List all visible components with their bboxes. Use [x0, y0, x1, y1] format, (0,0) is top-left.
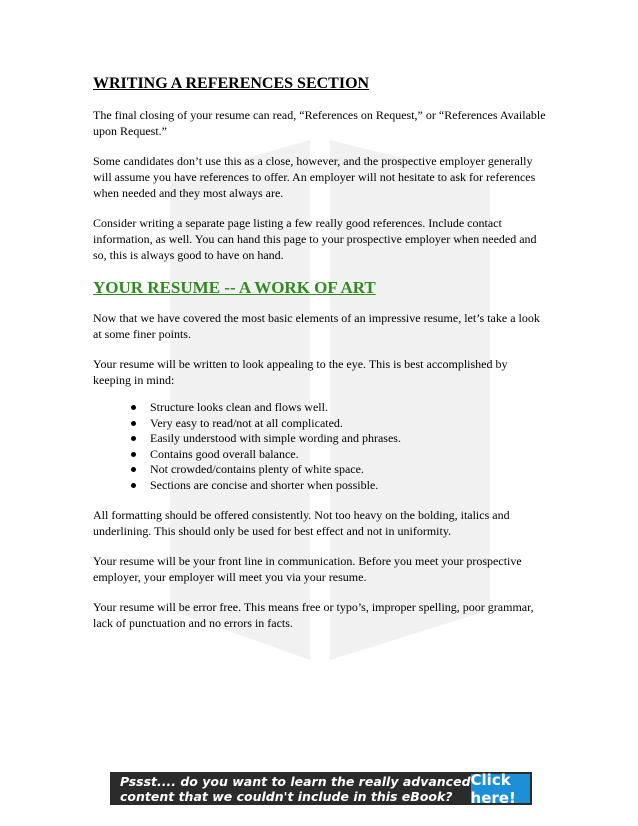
- bullet-icon: [131, 405, 136, 410]
- advanced-content-banner[interactable]: [110, 772, 532, 805]
- bullet-icon: [131, 421, 136, 426]
- banner-text: Pssst.... do you want to learn the really advanced content that we couldn't include in this eBook?: [120, 774, 471, 804]
- references-paragraph-2: Some candidates don’t use this as a close, however, and the prospective employer generally will assume you have references to offer. An employer will not hesitate to ask for references when needed and they most always are.: [93, 154, 536, 200]
- references-paragraph-1: The final closing of your resume can read, “References on Request,” or “References Available upon Request.”: [93, 108, 546, 138]
- work-of-art-intro-2: Your resume will be written to look appealing to the eye. This is best accomplished by keeping in mind:: [93, 357, 508, 387]
- error-free-paragraph: Your resume will be error free. This means free or typo’s, improper spelling, poor grammar, lack of punctuation and no errors in facts.: [93, 600, 534, 630]
- list-item: Easily understood with simple wording and phrases.: [131, 431, 548, 447]
- list-item: Sections are concise and shorter when possible.: [131, 478, 548, 494]
- list-item: Very easy to read/not at all complicated.: [131, 416, 548, 432]
- list-item: Not crowded/contains plenty of white space.: [131, 462, 548, 478]
- click-here-button[interactable]: Click here!: [471, 774, 530, 803]
- bullet-icon: [131, 467, 136, 472]
- work-of-art-intro-1: Now that we have covered the most basic elements of an impressive resume, let’s take a look at some finer points.: [93, 311, 540, 341]
- work-of-art-heading: YOUR RESUME -- A WORK OF ART: [93, 278, 376, 297]
- references-paragraph-3: Consider writing a separate page listing a few really good references. Include contact information, as well. You can hand this page to your prospective employer when needed and so, this is always good to have on hand.: [93, 216, 537, 262]
- formatting-paragraph: All formatting should be offered consistently. Not too heavy on the bolding, italics and underlining. This should only be used for best effect and not in uniformity.: [93, 508, 510, 538]
- document-page: [93, 74, 548, 645]
- references-heading: WRITING A REFERENCES SECTION: [93, 75, 370, 92]
- bullet-icon: [131, 436, 136, 441]
- bullet-icon: [131, 452, 136, 457]
- resume-tips-list: [93, 400, 548, 493]
- list-item: Contains good overall balance.: [131, 447, 548, 463]
- bullet-icon: [131, 483, 136, 488]
- list-item: Structure looks clean and flows well.: [131, 400, 548, 416]
- communication-paragraph: Your resume will be your front line in communication. Before you meet your prospective employer, your employer will meet you via your resume.: [93, 554, 522, 584]
